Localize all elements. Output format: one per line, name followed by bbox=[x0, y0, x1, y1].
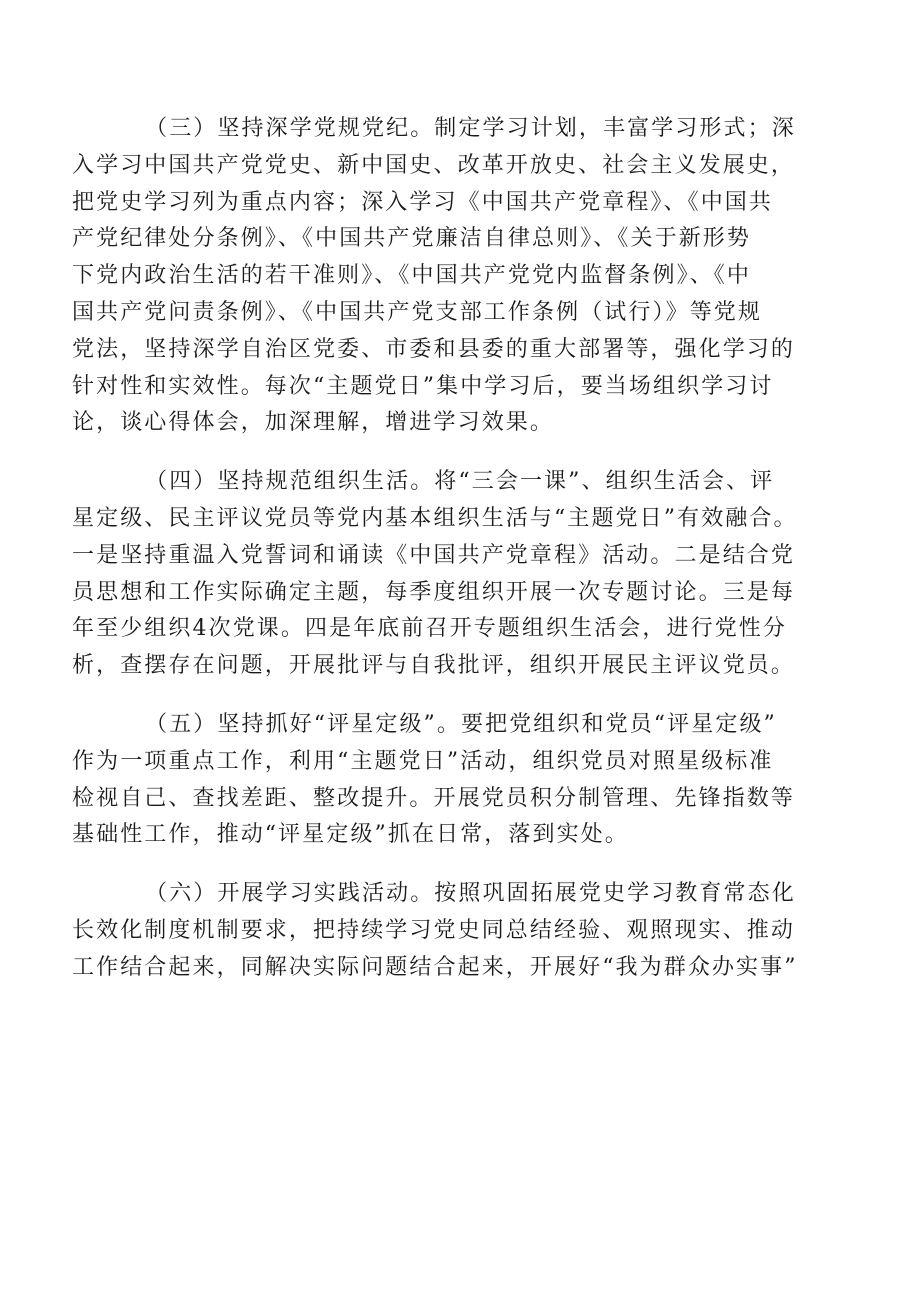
paragraph-section-4 bbox=[72, 464, 810, 685]
text-line: 基础性工作，推动“评星定级”抓在日常，落到实处。 bbox=[72, 822, 629, 848]
text-line: 一是坚持重温入党誓词和诵读《中国共产党章程》活动。二是结合党 bbox=[72, 542, 796, 568]
text-line: （四）坚持规范组织生活。将“三会一课”、组织生活会、评 bbox=[132, 469, 775, 495]
paragraph-section-6 bbox=[72, 876, 810, 986]
text-line: （六）开展学习实践活动。按照巩固拓展党史学习教育常态化 bbox=[132, 881, 796, 907]
text-line: （三）坚持深学党规党纪。制定学习计划，丰富学习形式；深 bbox=[132, 116, 796, 141]
text-line: 长效化制度机制要求，把持续学习党史同总结经验、观照现实、推动 bbox=[72, 917, 796, 943]
text-line: 入学习中国共产党党史、新中国史、改革开放史、社会主义发展史， bbox=[72, 152, 796, 178]
text-line: 检视自己、查找差距、整改提升。开展党员积分制管理、先锋指数等 bbox=[72, 785, 796, 811]
paragraph-section-3 bbox=[72, 111, 810, 442]
text-line: 论，谈心得体会，加深理解，增进学习效果。 bbox=[72, 410, 555, 436]
text-line: 下党内政治生活的若干准则》、《中国共产党党内监督条例》、《中 bbox=[72, 263, 752, 289]
text-line: 党法，坚持深学自治区党委、市委和县委的重大部署等，强化学习的 bbox=[72, 336, 796, 362]
text-line: 工作结合起来，同解决实际问题结合起来，开展好“我为群众办实事” bbox=[72, 954, 798, 980]
text-line: 针对性和实效性。每次“主题党日”集中学习后，要当场组织学习讨 bbox=[72, 373, 774, 399]
text-line: 析，查摆存在问题，开展批评与自我批评，组织开展民主评议党员。 bbox=[72, 653, 796, 679]
text-line: 年至少组织4次党课。四是年底前召开专题组织生活会，进行党性分 bbox=[72, 616, 787, 642]
document-body bbox=[72, 111, 810, 987]
text-line: 把党史学习列为重点内容；深入学习《中国共产党章程》、《中国共 bbox=[72, 189, 774, 215]
paragraph-section-5 bbox=[72, 707, 810, 854]
text-line: 国共产党问责条例》、《中国共产党支部工作条例（试行）》等党规 bbox=[72, 299, 763, 325]
text-line: （五）坚持抓好“评星定级”。要把党组织和党员“评星定级” bbox=[132, 711, 777, 737]
text-line: 产党纪律处分条例》、《中国共产党廉洁自律总则》、《关于新形势 bbox=[72, 226, 752, 252]
text-line: 作为一项重点工作，利用“主题党日”活动，组织党员对照星级标准 bbox=[72, 748, 774, 774]
text-line: 员思想和工作实际确定主题，每季度组织开展一次专题讨论。三是每 bbox=[72, 579, 796, 605]
text-line: 星定级、民主评议党员等党内基本组织生活与“主题党日”有效融合。 bbox=[72, 505, 798, 531]
